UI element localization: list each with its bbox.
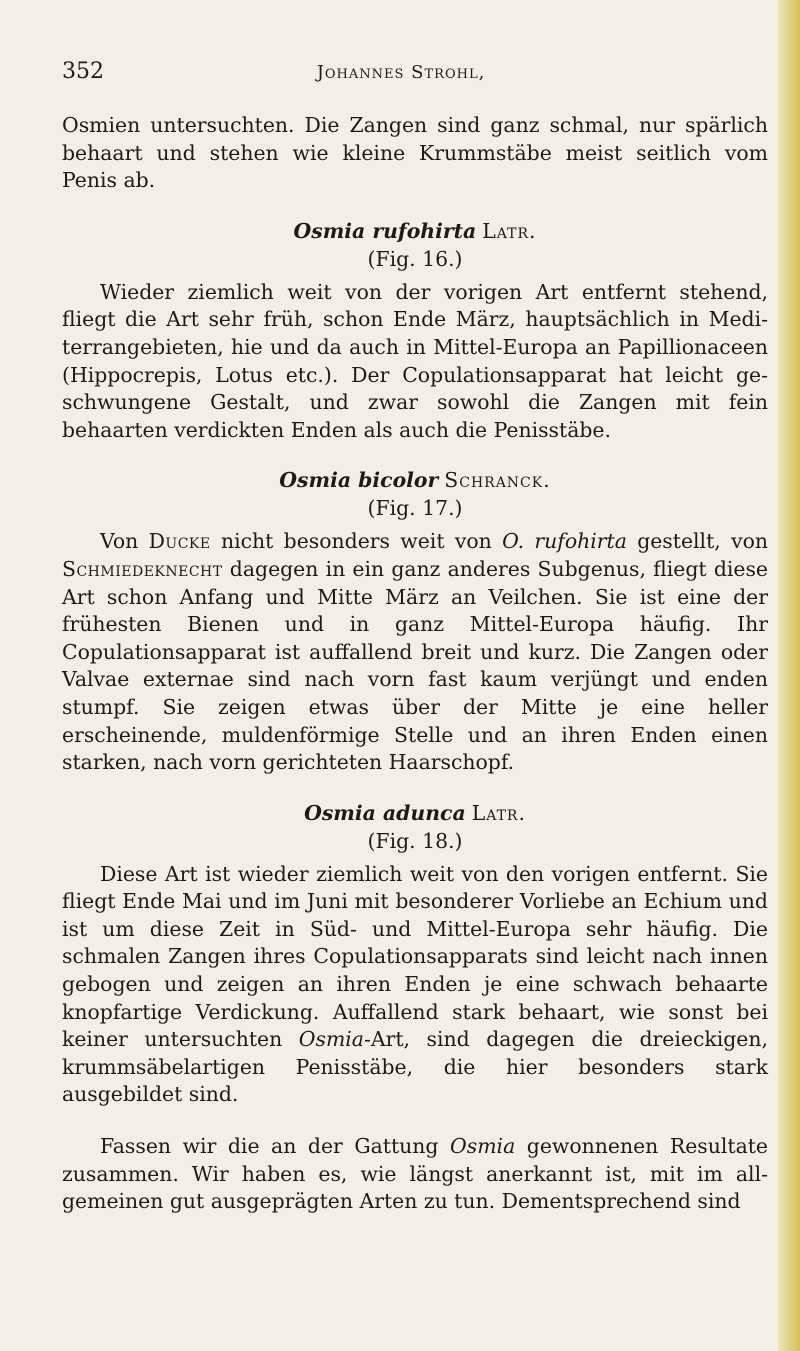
author-name: Ducke <box>148 529 211 554</box>
text-run: nicht besonders weit von <box>210 529 503 554</box>
section-paragraph-rufohirta: Wieder ziemlich weit von der vorigen Art entfernt stehend, fliegt die Art sehr früh, schon Ende März, hauptsächlich in Mediterrangebieten, hie und da auch in Mittel-Europa an Papillionaceen (Hippocrepis, Lotus etc.). Der Copulationsapparat hat leicht geschwungene Gestalt, und zwar sowohl die Zangen mit fein behaarten verdickten Enden als auch die Penisstäbe. <box>62 279 768 442</box>
species-name: Osmia adunca <box>304 800 466 825</box>
genus-citation: Osmia <box>298 1027 364 1052</box>
page-edge <box>778 0 800 1351</box>
page-header <box>62 58 768 92</box>
text-run: gewonnenen Resultate zusammen. Wir haben es, wie längst anerkannt ist, mit im allgemeinen gut ausgeprägten Arten zu tun. Dementsprechend sind <box>62 1134 768 1214</box>
species-author: Latr. <box>482 218 537 243</box>
intro-paragraph: Osmien untersuchten. Die Zangen sind ganz schmal, nur spärlich behaart und stehen wie kleine Krummstäbe meist seitlich vom Penis ab. <box>62 113 768 193</box>
species-citation: O. rufohirta <box>502 529 627 554</box>
text-run: gestellt, von <box>626 529 768 554</box>
page-number: 352 <box>62 59 104 84</box>
figure-reference: (Fig. 18.) <box>367 828 463 853</box>
text-run: Fassen wir die an der Gattung <box>100 1134 451 1159</box>
text-run: -Art, sind dagegen die dreieckigen, krummsäbelartigen Penisstäbe, die hier besonders stark ausgebildet sind. <box>62 1027 768 1107</box>
genus-citation: Osmia <box>450 1134 516 1159</box>
figure-reference: (Fig. 17.) <box>367 496 463 521</box>
species-name: Osmia bicolor <box>279 468 439 493</box>
species-author: Latr. <box>471 800 526 825</box>
species-author: Schranck. <box>444 468 551 493</box>
author-name: Schmiedeknecht <box>62 556 223 581</box>
text-run: Von <box>100 529 149 554</box>
species-name: Osmia rufohirta <box>293 218 477 243</box>
conclusion-paragraph <box>62 1133 768 1216</box>
text-run: Diese Art ist wieder ziemlich weit von den vorigen entfernt. Sie fliegt Ende Mai und im Juni mit besonderer Vorliebe an Echium und ist um diese Zeit in Süd- und Mittel-Europa sehr häufig. Die schmalen Zangen ihres Copulationsapparats sind leicht nach innen gebogen und zeigen an ihren Enden je eine schwach behaarte knopfartige Verdickung. Auffallend stark behaart, wie sonst bei keiner untersuchten <box>62 861 768 1052</box>
species-heading-adunca <box>62 799 768 827</box>
running-title: Johannes Strohl, <box>316 62 486 83</box>
section-paragraph-bicolor <box>62 528 768 776</box>
section-paragraph-adunca <box>62 861 768 1109</box>
text-run: dagegen in ein ganz anderes Subgenus, fliegt diese Art schon Anfang und Mitte März an Veilchen. Sie ist eine der frühesten Bienen und in ganz Mittel-Europa häufig. Ihr Copulationsapparat ist auffallend breit und kurz. Die Zangen oder Valvae externae sind nach vorn fast kaum verjüngt und enden stumpf. Sie zeigen etwas über der Mitte je eine heller erscheinende, muldenförmige Stelle und an ihren Enden einen starken, nach vorn gerichteten Haarschopf. <box>62 556 768 775</box>
species-heading-bicolor <box>62 466 768 494</box>
book-page <box>62 58 768 1216</box>
species-heading-rufohirta <box>62 217 768 245</box>
figure-reference: (Fig. 16.) <box>367 246 463 271</box>
